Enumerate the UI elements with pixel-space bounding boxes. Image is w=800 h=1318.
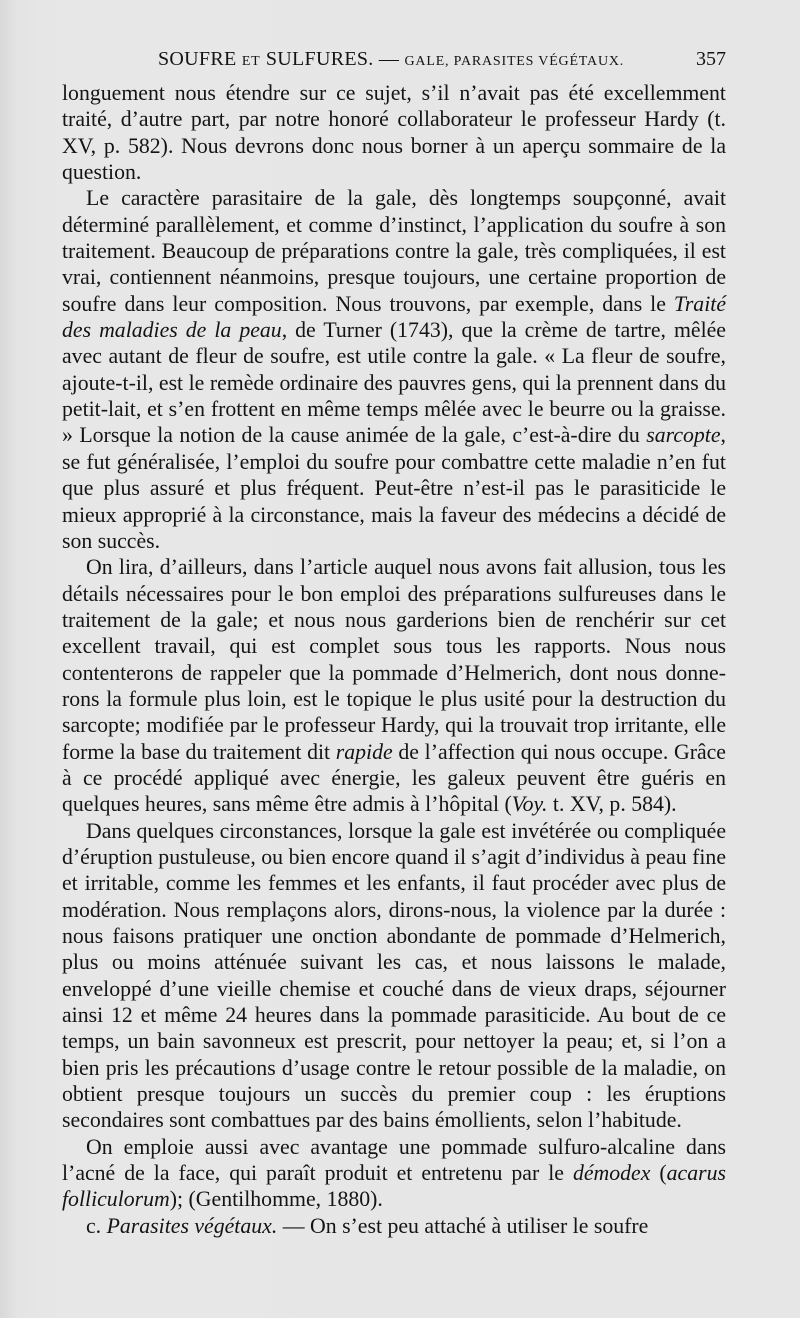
text-run: — On s’est peu attaché à utiliser le soufre bbox=[277, 1213, 649, 1238]
text-run: de l’affection qui nous occupe. Grâce à ce procédé appliqué avec énergie, les galeux peuvent être guéris en quelques heures, sans même être admis à l’hôpital ( bbox=[62, 739, 726, 817]
page-number: 357 bbox=[696, 48, 726, 70]
text-run: Dans quelques circonstances, lorsque la gale est invétérée ou compliquée d’éruption pustuleuse, ou bien encore quand il s’agit d’individus à peau fine et irritable, comme les femmes et les enfants, il faut procéder avec plus de modération. Nous remplaçons alors, dirons-nous, la violence par la durée : nous faisons pratiquer une onction abondante de pommade d’Helmerich, plus ou moins atténuée suivant les cas, et nous laissons le malade, enveloppé d’une vieille chemise et couché dans de vieux draps, séjourner ainsi 12 et même 24 heures dans la pommade parasiticide. Au bout de ce temps, un bain savonneux est prescrit, pour nettoyer la peau; et, si l’on a bien pris les précautions d’usage contre le retour possible de la maladie, on obtient presque toujours un succès du premier coup : les éruptions secondaires sont combattues par des bains émollients, selon l’habitude. bbox=[62, 818, 726, 1133]
title-dash: — bbox=[378, 48, 400, 70]
text-run: ); (Gentilhomme, 1880). bbox=[169, 1187, 383, 1212]
paragraph bbox=[62, 818, 726, 1134]
text-run: , de Turner (1743), que la crème de tartre, mêlée avec autant de fleur de soufre, est utile contre la gale. « La fleur de soufre, ajoute-t-il, est le remède ordinaire des pauvres gens, qui la prennent dans du petit-lait, et s’en frottent en même temps mêlée avec le beurre ou la graisse. » Lorsque la notion de la cause animée de la gale, c’est-à-dire du bbox=[62, 318, 726, 448]
italic-text: sarcopte bbox=[646, 423, 721, 448]
paragraph bbox=[62, 1213, 726, 1239]
italic-text: démodex bbox=[572, 1161, 651, 1186]
italic-text: Parasites végétaux. bbox=[106, 1213, 278, 1238]
text-run: Le caractère parasitaire de la gale, dès longtemps soupçonné, avait déterminé parallèlement, et comme d’instinct, l’application du soufre à son traitement. Beaucoup de préparations contre la gale, très compliquées, il est vrai, contiennent néanmoins, presque toujours, une certaine proportion de soufre dans leur composition. Nous trouvons, par exemple, dans le bbox=[62, 186, 726, 316]
text-run: longuement nous étendre sur ce sujet, s’il n’avait pas été excellemment traité, d’autre part, par notre honoré collaborateur le professeur Hardy (t. XV, p. 582). Nous devrons donc nous borner à un aperçu sommaire de la question. bbox=[62, 81, 726, 185]
paragraph bbox=[62, 554, 726, 817]
text-run: ( bbox=[650, 1161, 667, 1186]
title-sulfures: SULFURES. bbox=[265, 48, 374, 70]
paragraph bbox=[62, 185, 726, 554]
title-et: ET bbox=[241, 54, 261, 69]
text-run: , se fut généralisée, l’emploi du soufre pour combattre cette maladie n’en fut que plus assuré et plus fréquent. Peut-être n’est-il pas le parasiticide le mieux approprié à la circonstance, mais la faveur des médecins a décidé de son succès. bbox=[62, 423, 726, 553]
italic-text: Traité des maladies de la peau bbox=[62, 291, 726, 343]
running-header bbox=[62, 44, 726, 74]
paragraph bbox=[62, 80, 726, 185]
text-run: t. XV, p. 584). bbox=[547, 792, 677, 817]
title-section: GALE, PARASITES VÉGÉTAUX. bbox=[404, 54, 625, 69]
paragraph bbox=[62, 1134, 726, 1213]
italic-text: Voy. bbox=[511, 792, 548, 817]
text-run: On lira, d’ailleurs, dans l’article auquel nous avons fait allusion, tous les détails nécessaires pour le bon emploi des préparations sulfureuses dans le traitement de la gale; et nous nous garderions bien de renchérir sur cet excellent travail, qui est complet sous tous les rapports. Nous nous contenterons de rappeler que la pommade d’Helmerich, dont nous donnerons la formule plus loin, est le topique le plus usité pour la destruction du sarcopte; modifiée par le professeur Hardy, qui la trouvait trop irritante, elle forme la base du traitement dit bbox=[62, 555, 726, 764]
body-text bbox=[62, 80, 726, 1239]
text-run: On emploie aussi avec avantage une pommade sulfuro-alcaline dans l’acné de la face, qui paraît produit et entretenu par le bbox=[62, 1134, 726, 1186]
italic-text: rapide bbox=[335, 739, 393, 764]
running-title bbox=[158, 44, 624, 77]
title-main: SOUFRE bbox=[158, 48, 237, 70]
italic-text: acarus folliculorum bbox=[62, 1161, 726, 1212]
text-run: c. bbox=[86, 1213, 107, 1238]
